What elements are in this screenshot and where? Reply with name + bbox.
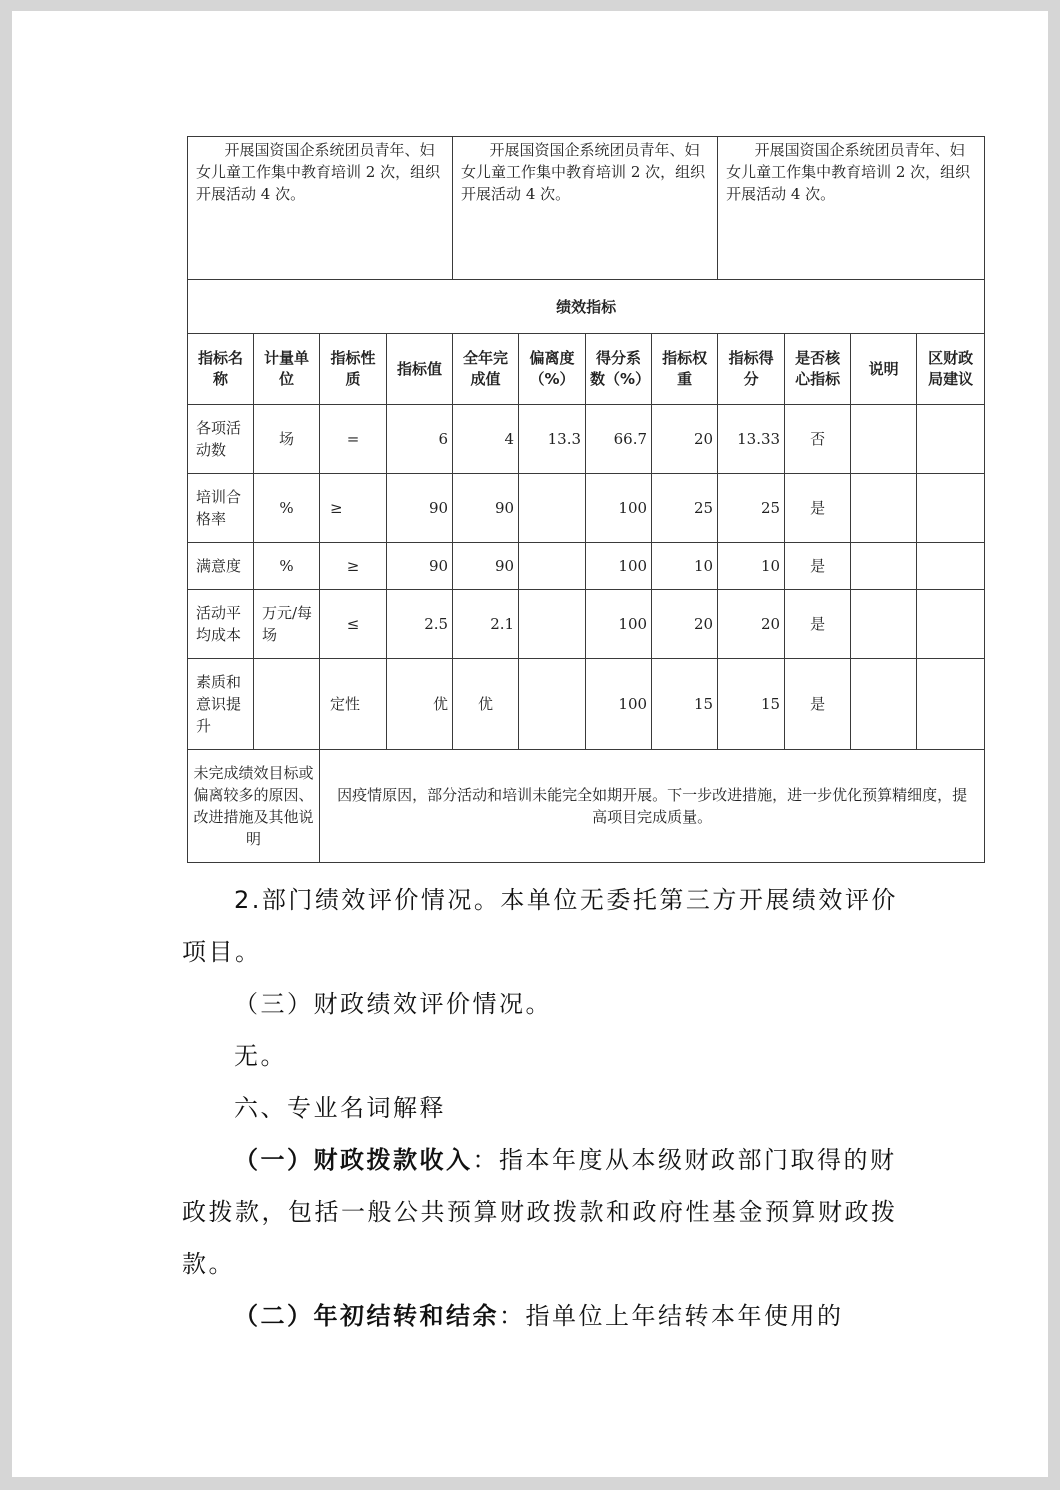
weight-cell: 15 [652,659,718,750]
paragraph-none: 无。 [234,1042,287,1070]
indicator-name: 活动平均成本 [188,590,254,659]
indicator-name: 培训合格率 [188,474,254,543]
nature-cell: = [320,405,387,474]
advice-cell [917,543,985,590]
header-cell: 计量单位 [254,334,320,405]
actual-cell: 90 [453,543,519,590]
advice-cell [917,659,985,750]
unit-cell: 万元/每场 [254,590,320,659]
core-cell: 是 [785,474,851,543]
desc-cell [851,590,917,659]
paragraph-term-1 [182,1134,907,1290]
actual-cell: 4 [453,405,519,474]
score-cell: 10 [718,543,785,590]
nature-cell: 定性 [320,659,387,750]
table-row [188,405,985,474]
nature-cell: ≥ [320,474,387,543]
target-cell: 优 [387,659,453,750]
desc-cell [851,474,917,543]
weight-cell: 10 [652,543,718,590]
term-definition: ：指本年度从本级财政部门取得的财政拨款，包括一般公共预算财政拨款和政府性基金预算财政拨款。 [182,1146,898,1278]
note-label: 未完成绩效目标或偏离较多的原因、改进措施及其他说明 [188,750,320,863]
target-cell: 90 [387,474,453,543]
target-cell: 90 [387,543,453,590]
score-cell: 15 [718,659,785,750]
deviation-cell: 13.3 [519,405,586,474]
coef-cell: 100 [586,543,652,590]
deviation-cell [519,659,586,750]
target-cell: 6 [387,405,453,474]
core-cell: 是 [785,659,851,750]
header-cell: 区财政局建议 [917,334,985,405]
target-cell: 2.5 [387,590,453,659]
core-cell: 是 [785,590,851,659]
section-title: 绩效指标 [188,280,985,334]
performance-table [187,136,985,863]
term-title: （一）财政拨款收入 [234,1146,473,1174]
term-definition: ：指单位上年结转本年使用的 [499,1302,844,1330]
desc-cell [851,405,917,474]
coef-cell: 66.7 [586,405,652,474]
table-row [188,474,985,543]
unit-cell [254,659,320,750]
unit-cell: % [254,474,320,543]
header-cell: 偏离度（%） [519,334,586,405]
document-page [12,11,1048,1477]
deviation-cell [519,474,586,543]
header-cell: 指标性质 [320,334,387,405]
coef-cell: 100 [586,590,652,659]
section-heading-terms: 六、专业名词解释 [234,1094,446,1122]
goal-cell-3: 开展国资国企系统团员青年、妇女儿童工作集中教育培训 2 次，组织开展活动 4 次。 [718,137,985,280]
core-cell: 否 [785,405,851,474]
score-cell: 13.33 [718,405,785,474]
header-cell: 指标权重 [652,334,718,405]
unit-cell: % [254,543,320,590]
advice-cell [917,590,985,659]
indicator-name: 各项活动数 [188,405,254,474]
goal-row [188,137,985,280]
coef-cell: 100 [586,474,652,543]
term-title: （二）年初结转和结余 [234,1302,499,1330]
header-cell: 指标名称 [188,334,254,405]
actual-cell: 90 [453,474,519,543]
header-cell: 指标得分 [718,334,785,405]
weight-cell: 20 [652,405,718,474]
paragraph-fiscal-evaluation: （三）财政绩效评价情况。 [234,990,552,1018]
indicator-name: 满意度 [188,543,254,590]
header-row [188,334,985,405]
header-cell: 说明 [851,334,917,405]
header-cell: 得分系数（%） [586,334,652,405]
goal-cell-2: 开展国资国企系统团员青年、妇女儿童工作集中教育培训 2 次，组织开展活动 4 次。 [453,137,718,280]
nature-cell: ≥ [320,543,387,590]
note-text: 因疫情原因，部分活动和培训未能完全如期开展。下一步改进措施，进一步优化预算精细度，提高项目完成质量。 [320,750,985,863]
header-cell: 指标值 [387,334,453,405]
paragraph-term-2 [182,1290,907,1342]
table-row [188,659,985,750]
actual-cell: 优 [453,659,519,750]
weight-cell: 25 [652,474,718,543]
score-cell: 25 [718,474,785,543]
desc-cell [851,659,917,750]
deviation-cell [519,543,586,590]
header-cell: 是否核心指标 [785,334,851,405]
core-cell: 是 [785,543,851,590]
indicator-name: 素质和意识提升 [188,659,254,750]
table-row [188,543,985,590]
advice-cell [917,474,985,543]
nature-cell: ≤ [320,590,387,659]
coef-cell: 100 [586,659,652,750]
deviation-cell [519,590,586,659]
header-cell: 全年完成值 [453,334,519,405]
advice-cell [917,405,985,474]
score-cell: 20 [718,590,785,659]
weight-cell: 20 [652,590,718,659]
paragraph-dept-evaluation: 2.部门绩效评价情况。本单位无委托第三方开展绩效评价项目。 [182,886,898,966]
unit-cell: 场 [254,405,320,474]
actual-cell: 2.1 [453,590,519,659]
goal-cell-1: 开展国资国企系统团员青年、妇女儿童工作集中教育培训 2 次，组织开展活动 4 次。 [188,137,453,280]
desc-cell [851,543,917,590]
note-row [188,750,985,863]
table-row [188,590,985,659]
